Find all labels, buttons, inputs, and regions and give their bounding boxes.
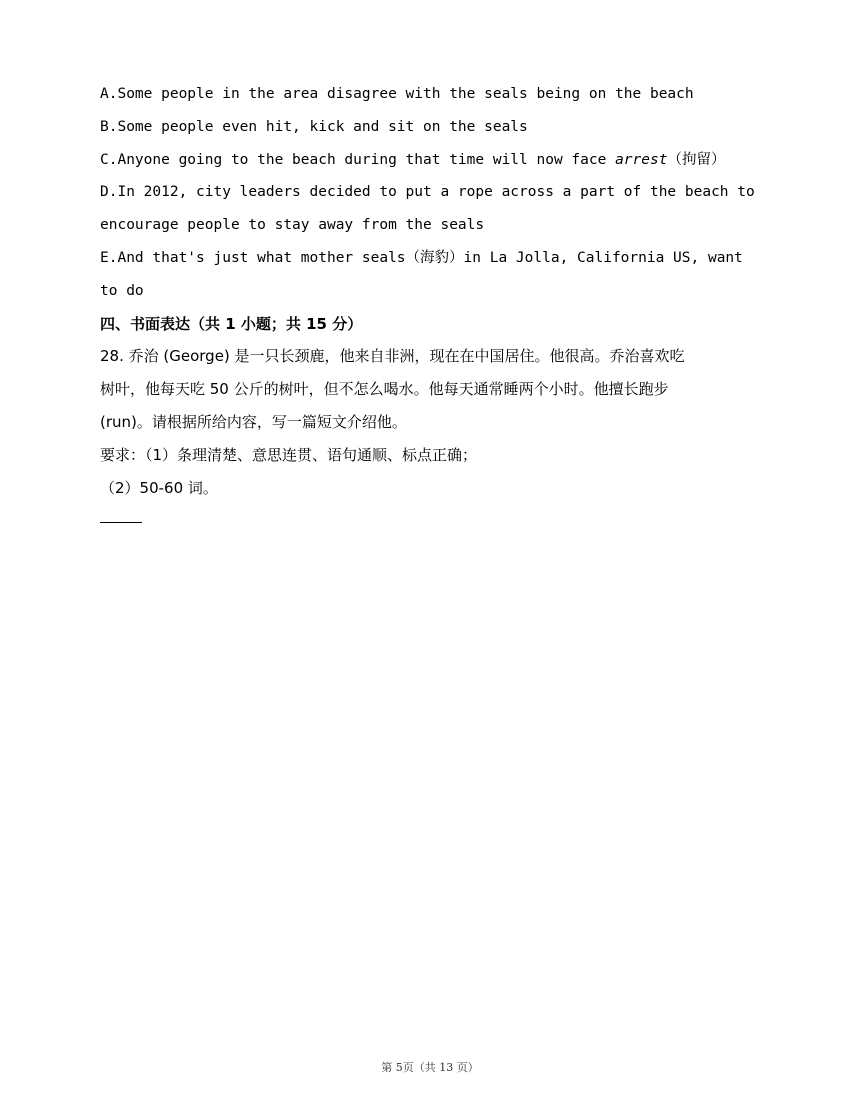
- question-line-1: 28. 乔治 (George) 是一只长颈鹿，他来自非洲，现在在中国居住。他很高。乔治喜欢吃: [100, 347, 685, 366]
- answer-blank-line[interactable]: [100, 522, 142, 523]
- question-line-2: 树叶，他每天吃 50 公斤的树叶，但不怎么喝水。他每天通常睡两个小时。他擅长跑步: [100, 380, 669, 399]
- option-e-line-2: to do: [100, 282, 144, 299]
- question-line-3: (run)。请根据所给内容，写一篇短文介绍他。: [100, 412, 407, 431]
- option-c-italic-word: arrest: [615, 151, 668, 168]
- option-c-text: C.Anyone going to the beach during that time will now face: [100, 151, 616, 168]
- option-d-line-1: D.In 2012, city leaders decided to put a rope across a part of the beach to: [100, 184, 755, 201]
- option-a: A.Some people in the area disagree with the seals being on the beach: [100, 86, 694, 102]
- option-b: B.Some people even hit, kick and sit on the seals: [100, 118, 528, 135]
- section-heading: 四、书面表达（共 1 小题；共 15 分）: [100, 314, 363, 333]
- requirement-line-1: 要求：（1）条理清楚、意思连贯、语句通顺、标点正确；: [100, 445, 478, 464]
- option-c-gloss: （拘留）: [667, 151, 726, 168]
- page-footer: 第 5页（共 13 页）: [381, 1061, 479, 1074]
- option-c: [100, 144, 750, 177]
- option-d-line-2: encourage people to stay away from the seals: [100, 217, 485, 234]
- requirement-line-2: （2）50-60 词。: [100, 478, 218, 497]
- option-e-line-1: E.And that's just what mother seals（海豹）in La Jolla, California US, want: [100, 249, 743, 266]
- page-content: [100, 78, 755, 523]
